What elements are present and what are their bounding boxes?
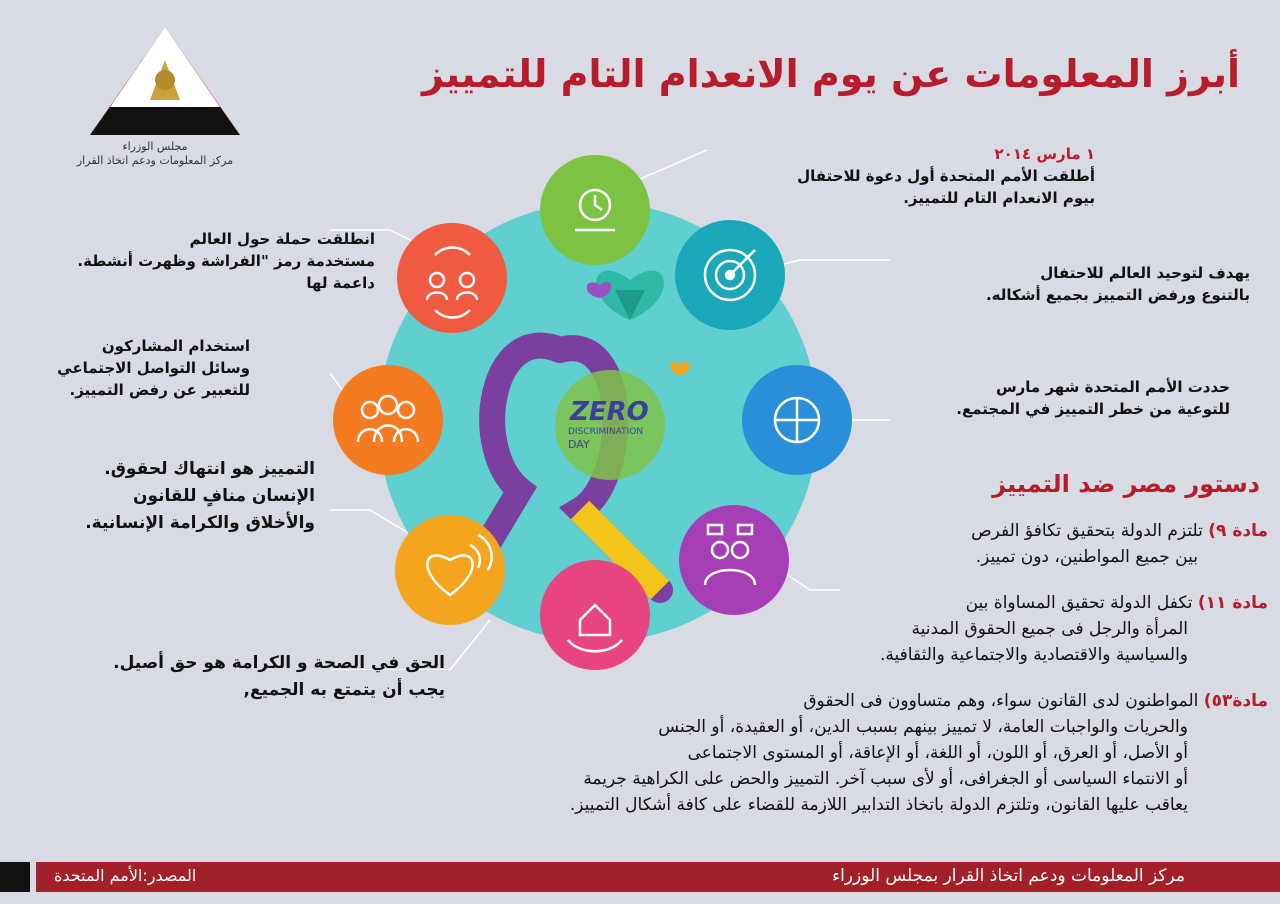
footer-center-name: مركز المعلومات ودعم اتخاذ القرار بمجلس الوزراء [832,866,1185,886]
fact-health-line-2: يجب أن يتمتع به الجميع, [243,680,445,700]
article-9-label: مادة ٩) [1208,521,1268,541]
fact-goal-line-2: بالتنوع ورفض التمييز بجميع أشكاله. [985,286,1250,304]
circle-green [540,155,650,265]
footer-black-block [0,862,30,892]
article-53-line-3: أو الأصل، أو العرق، أو اللون، أو اللغة، أو الإعاقة، أو المستوى الاجتماعى [687,743,1188,763]
fact-campaign [77,228,375,294]
fact-un-line-2: للتوعية من خطر التمييز في المجتمع. [956,400,1230,418]
fact-campaign-line-1: انطلقت حملة حول العالم [189,230,375,248]
fact-social-line-2: وسائل التواصل الاجتماعي [57,359,250,377]
cabinet-logo [80,25,250,140]
logo-caption [70,140,240,168]
article-53-label: مادة٥٣) [1203,691,1268,711]
article-9-line-1: تلتزم الدولة بتحقيق تكافؤ الفرص [971,521,1203,541]
discrimination-text: DISCRIMINATION [568,427,644,437]
fact-march-date: ١ مارس ٢٠١٤ [994,145,1095,163]
fact-social-line-1: استخدام المشاركون [101,337,250,355]
constitution-title: دستور مصر ضد التمييز [992,470,1260,498]
circle-orange [333,365,443,475]
fact-rights [85,456,315,537]
circle-pink [540,560,650,670]
logo-line-2: مركز المعلومات ودعم اتخاذ القرار [76,154,234,167]
zero-text: ZERO [570,397,649,427]
page-title: أبرز المعلومات عن يوم الانعدام التام للتمييز [421,52,1240,96]
article-53-line-5: يعاقب عليها القانون، وتلتزم الدولة باتخاذ التدابير اللازمة للقضاء على كافة أشكال التمييز. [569,795,1188,815]
article-53-line-4: أو الانتماء السياسى أو الجغرافى، أو لأى سبب آخر. التمييز والحض على الكراهية جريمة [583,769,1188,789]
fact-health-line-1: الحق في الصحة و الكرامة هو حق أصيل. [113,653,445,673]
logo-line-1: مجلس الوزراء [122,140,188,153]
footer-source: المصدر:الأمم المتحدة [54,866,197,885]
article-9 [971,518,1268,570]
fact-health [113,650,445,704]
un-emblem-icon [775,398,819,442]
central-graphic [330,150,890,670]
fact-campaign-line-3: داعمة لها [306,274,375,292]
fact-campaign-line-2: مستخدمة رمز "الفراشة وظهرت أنشطة. [77,252,375,270]
fact-rights-line-2: الإنسان منافٍ للقانون [133,486,315,506]
article-11-label: مادة ١١) [1197,593,1268,613]
day-text: DAY [568,438,590,451]
article-11-line-3: والسياسية والاقتصادية والاجتماعية والثقافية. [880,645,1188,665]
fact-goal [986,262,1250,306]
fact-march [797,143,1095,209]
article-11-line-2: المرأة والرجل فى جميع الحقوق المدنية [911,619,1188,639]
fact-march-line-2: بيوم الانعدام التام للتمييز. [903,189,1095,207]
article-11 [880,590,1268,668]
article-53-line-2: والحريات والواجبات العامة، لا تمييز بينهم بسبب الدين، أو العقيدة، أو الجنس [658,717,1188,737]
article-9-line-2: بين جميع المواطنين، دون تمييز. [975,547,1198,567]
article-53-line-1: المواطنون لدى القانون سواء، وهم متساوون فى الحقوق [803,691,1199,711]
article-11-line-1: تكفل الدولة تحقيق المساواة بين [965,593,1193,613]
circle-purple [679,505,789,615]
article-53 [570,688,1268,818]
fact-un [956,376,1230,420]
fact-march-line-1: أطلقت الأمم المتحدة أول دعوة للاحتفال [797,167,1095,185]
fact-goal-line-1: يهدف لتوحيد العالم للاحتفال [1040,264,1250,282]
fact-rights-line-1: التمييز هو انتهاك لحقوق. [104,459,315,479]
fact-rights-line-3: والأخلاق والكرامة الإنسانية. [85,513,315,533]
fact-social-line-3: للتعبير عن رفض التمييز. [69,381,250,399]
fact-un-line-1: حددت الأمم المتحدة شهر مارس [995,378,1230,396]
fact-social [57,335,250,401]
